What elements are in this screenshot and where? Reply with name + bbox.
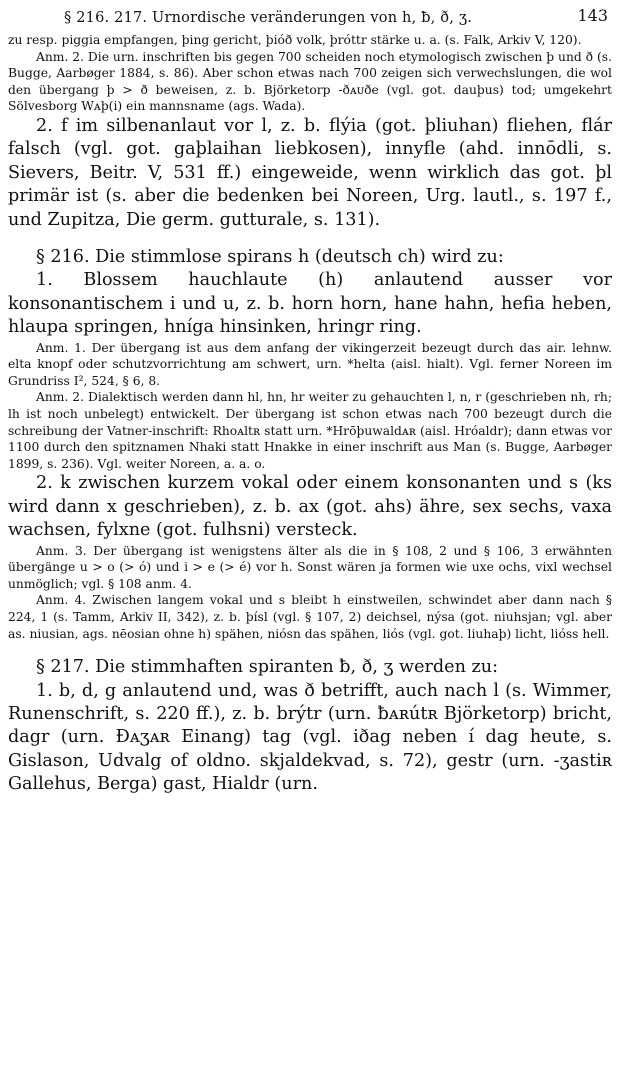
- spacer: [8, 642, 612, 656]
- annotation-paragraph: zu resp. piggia empfangen, þing gericht, þióð volk, þróttr stärke u. a. (s. Falk, Arkiv V, 120).: [8, 33, 582, 47]
- running-title: § 216. 217. Urnordische veränderungen von h, ƀ, ð, ʒ.: [64, 10, 473, 26]
- book-page: [8, 6, 612, 797]
- annotation-paragraph: Anm. 4. Zwischen langem vokal und s bleibt h einstweilen, schwindet aber dann nach § 224, 1 (s. Tamm, Arkiv II, 342), z. b. þísl (vgl. § 107, 2) deichsel, nýsa (got. niuhsjan; vgl. aber as. niusian, ags. nēosian ohne h) spähen, niósn das spähen, liós (vgl. got. liuhaþ) licht, lióss hell.: [8, 593, 612, 641]
- body-paragraph: § 216. Die stimmlose spirans h (deutsch ch) wird zu:: [36, 247, 504, 267]
- running-header: [8, 6, 612, 32]
- body-paragraph: 2. k zwischen kurzem vokal oder einem konsonanten und s (ks wird dann x geschrieben), z. b. ax (got. ahs) ähre, sex sechs, vaxa wachsen, fylxne (got. fulhsni) versteck.: [8, 473, 612, 541]
- annotation-paragraph: Anm. 2. Die urn. inschriften bis gegen 700 scheiden noch etymologisch zwischen þ und ð (s. Bugge, Aarbøger 1884, s. 86). Aber schon etwas nach 700 zeigen sich verwechslungen, die wol den übergang þ > ð beweisen, z. b. Björketorp -ðᴀᴜðe (vgl. got. dauþus) tod; umgekehrt Sölvesborg Wᴀþ(i) ein mannsname (ags. Wada).: [8, 49, 612, 114]
- body-text: [8, 32, 612, 797]
- body-paragraph: 2. f im silbenanlaut vor l, z. b. flýia (got. þliuhan) fliehen, flár falsch (vgl. got. gaþlaihan liebkosen), innyfle (ahd. innōdli, s. Sievers, Beitr. V, 531 ff.) eingeweide, wenn wirklich das got. þl primär ist (s. aber die bedenken bei Noreen, Urg. lautl., s. 197 f., und Zupitza, Die germ. gutturale, s. 131).: [8, 115, 612, 230]
- spacer: [8, 232, 612, 246]
- body-paragraph: § 217. Die stimmhaften spiranten ƀ, ð, ʒ werden zu:: [36, 657, 499, 678]
- annotation-paragraph: Anm. 1. Der übergang ist aus dem anfang der vikingerzeit bezeugt durch das air. lehnw. elta knopf oder schutzvorrichtung am schwert, urn. *helta (aisl. hialt). Vgl. ferner Noreen im Grundriss I², 524, § 6, 8.: [8, 340, 612, 388]
- body-paragraph: 1. b, d, g anlautend und, was ð betrifft, auch nach l (s. Wimmer, Runenschrift, s. 220 ff.), z. b. brýtr (urn. ƀᴀʀútʀ Björketorp) bricht, dagr (urn. Ðᴀʒᴀʀ Einang) tag (vgl. iðag neben í dag heute, s. Gislason, Udvalg of oldno. skjaldekvad, s. 72), gestr (urn. -ʒastiʀ Gallehus, Berga) gast, Hialdr (urn.: [8, 680, 612, 795]
- annotation-paragraph: Anm. 3. Der übergang ist wenigstens älter als die in § 108, 2 und § 106, 3 erwähnten übergänge u > o (> ó) und i > e (> é) vor h. Sonst wären ja formen wie uxe ochs, vixl wechsel unmöglich; vgl. § 108 anm. 4.: [8, 543, 612, 591]
- annotation-paragraph: Anm. 2. Dialektisch werden dann hl, hn, hr weiter zu gehauchten l, n, r (geschrieben nh, rh; lh ist noch unbelegt) entwickelt. Der übergang ist schon etwas nach 700 bezeugt durch die schreibung der Vatner-inschrift: Rhoᴀltʀ statt urn. *Hrōþuwaldᴀʀ (aisl. Hróaldr); dann etwas vor 1100 durch den spitznamen Nhaki statt Hnakke in einer inschrift aus Man (s. Bugge, Aarbøger 1899, s. 236). Vgl. weiter Noreen, a. a. o.: [8, 390, 612, 471]
- page-number: 143: [577, 6, 608, 25]
- body-paragraph: 1. Blossem hauchlaute (h) anlautend ausser vor konsonantischem i und u, z. b. horn horn, hane hahn, hefia heben, hlaupa springen, hníga hinsinken, hringr ring.: [8, 270, 612, 338]
